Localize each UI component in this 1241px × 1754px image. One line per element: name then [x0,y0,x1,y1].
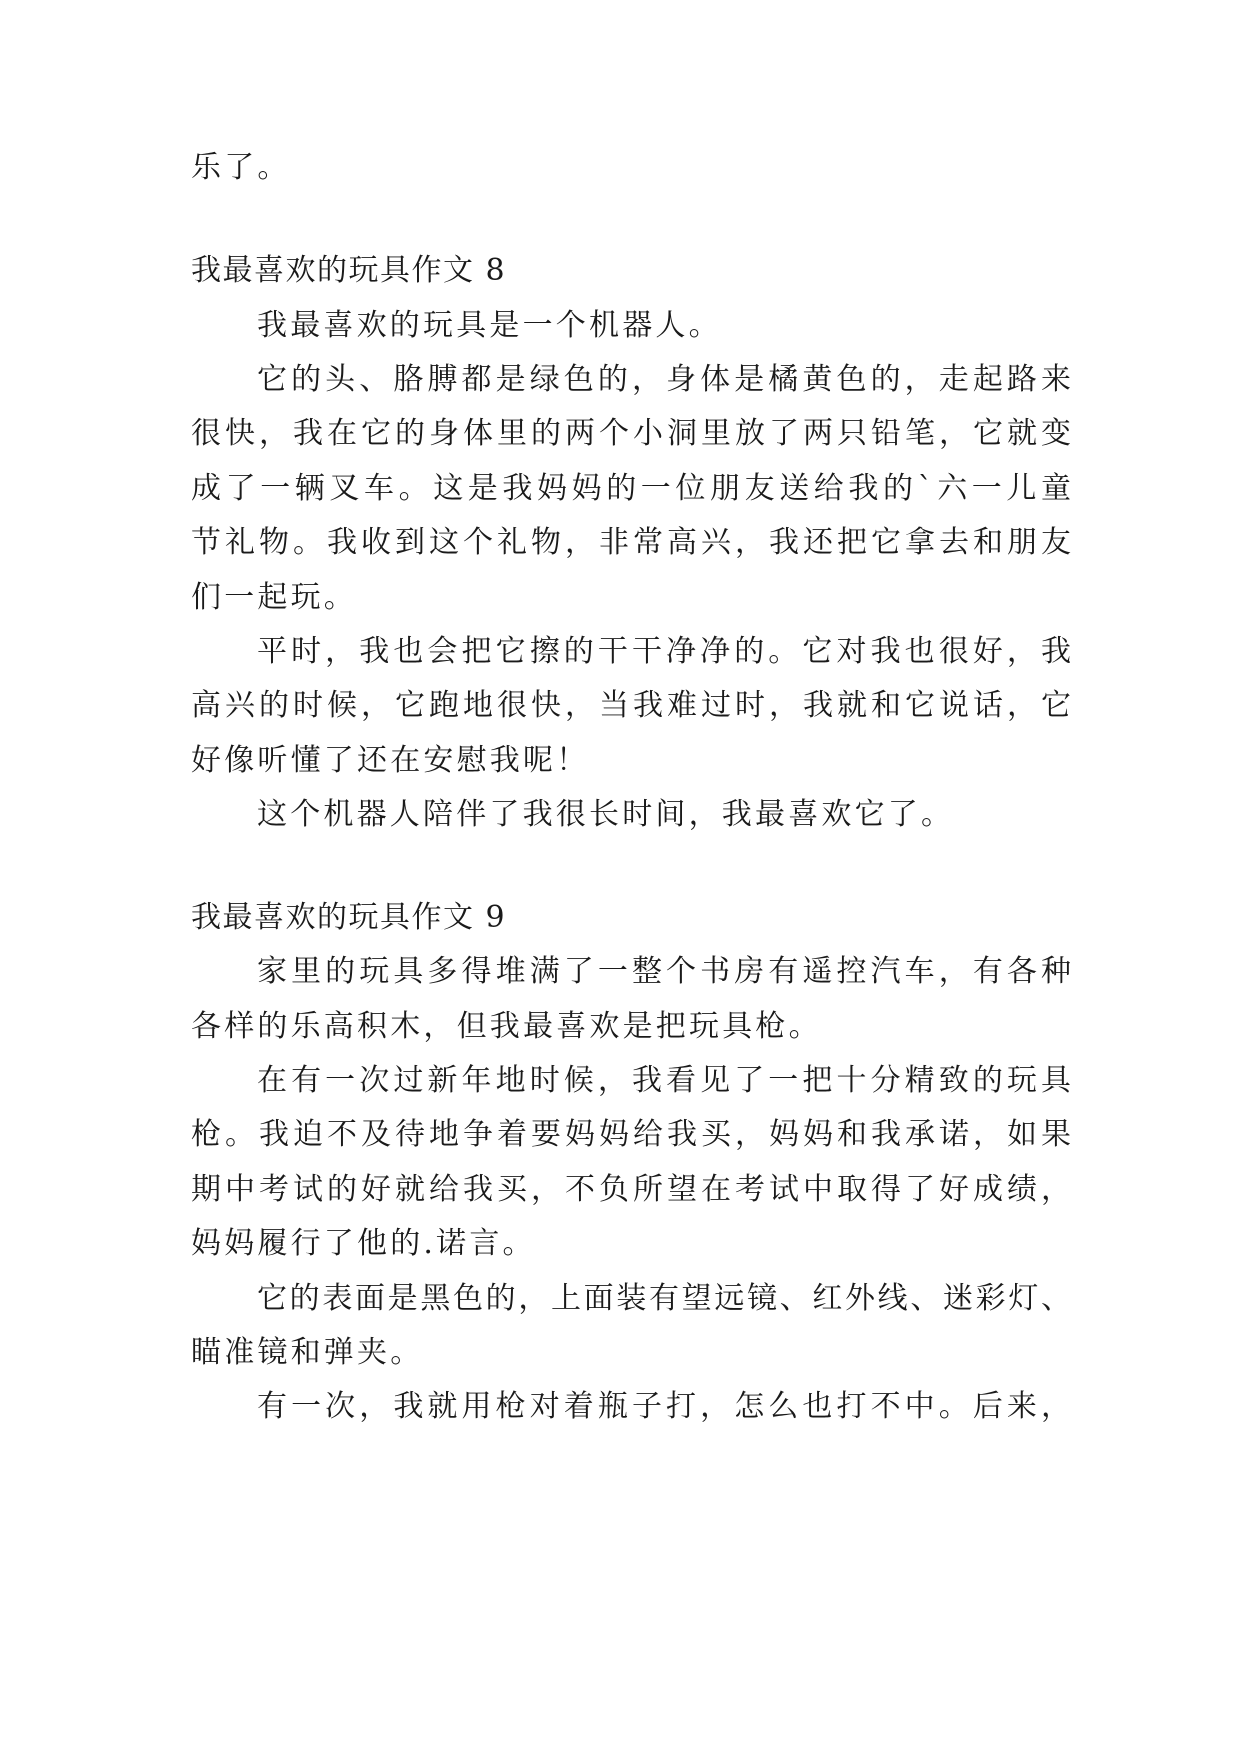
essay-heading: 我最喜欢的玩具作文 8 [191,253,507,288]
paragraph-line: 高兴的时候，它跑地很快，当我难过时，我就和它说话，它 [191,688,1071,723]
paragraph-line: 很快，我在它的身体里的两个小洞里放了两只铅笔，它就变 [191,416,1071,451]
paragraph-line: 好像听懂了还在安慰我呢！ [191,743,590,778]
essay-heading: 我最喜欢的玩具作文 9 [191,900,507,935]
paragraph-line: 在有一次过新年地时候，我看见了一把十分精致的玩具 [257,1063,1071,1098]
paragraph-line: 它的表面是黑色的，上面装有望远镜、红外线、迷彩灯、 [257,1281,1071,1316]
paragraph-line: 它的头、胳膊都是绿色的，身体是橘黄色的，走起路来 [257,362,1071,397]
paragraph-line: 妈妈履行了他的.诺言。 [191,1226,536,1261]
paragraph-line: 我最喜欢的玩具是一个机器人。 [257,308,722,343]
paragraph-line: 瞄准镜和弹夹。 [191,1335,424,1370]
paragraph-line: 这个机器人陪伴了我很长时间，我最喜欢它了。 [257,797,955,832]
paragraph-line: 有一次，我就用枪对着瓶子打，怎么也打不中。后来， [257,1389,1071,1424]
paragraph-line: 枪。我迫不及待地争着要妈妈给我买，妈妈和我承诺，如果 [191,1117,1071,1152]
paragraph-line: 乐了。 [191,150,291,185]
paragraph-line: 成了一辆叉车。这是我妈妈的一位朋友送给我的`六一儿童 [191,471,1071,506]
paragraph-line: 们一起玩。 [191,580,357,615]
paragraph-line: 平时，我也会把它擦的干干净净的。它对我也很好，我 [257,634,1071,669]
paragraph-line: 节礼物。我收到这个礼物，非常高兴，我还把它拿去和朋友 [191,525,1071,560]
paragraph-line: 家里的玩具多得堆满了一整个书房有遥控汽车，有各种 [257,954,1071,989]
paragraph-line: 期中考试的好就给我买，不负所望在考试中取得了好成绩， [191,1172,1071,1207]
paragraph-line: 各样的乐高积木，但我最喜欢是把玩具枪。 [191,1009,822,1044]
